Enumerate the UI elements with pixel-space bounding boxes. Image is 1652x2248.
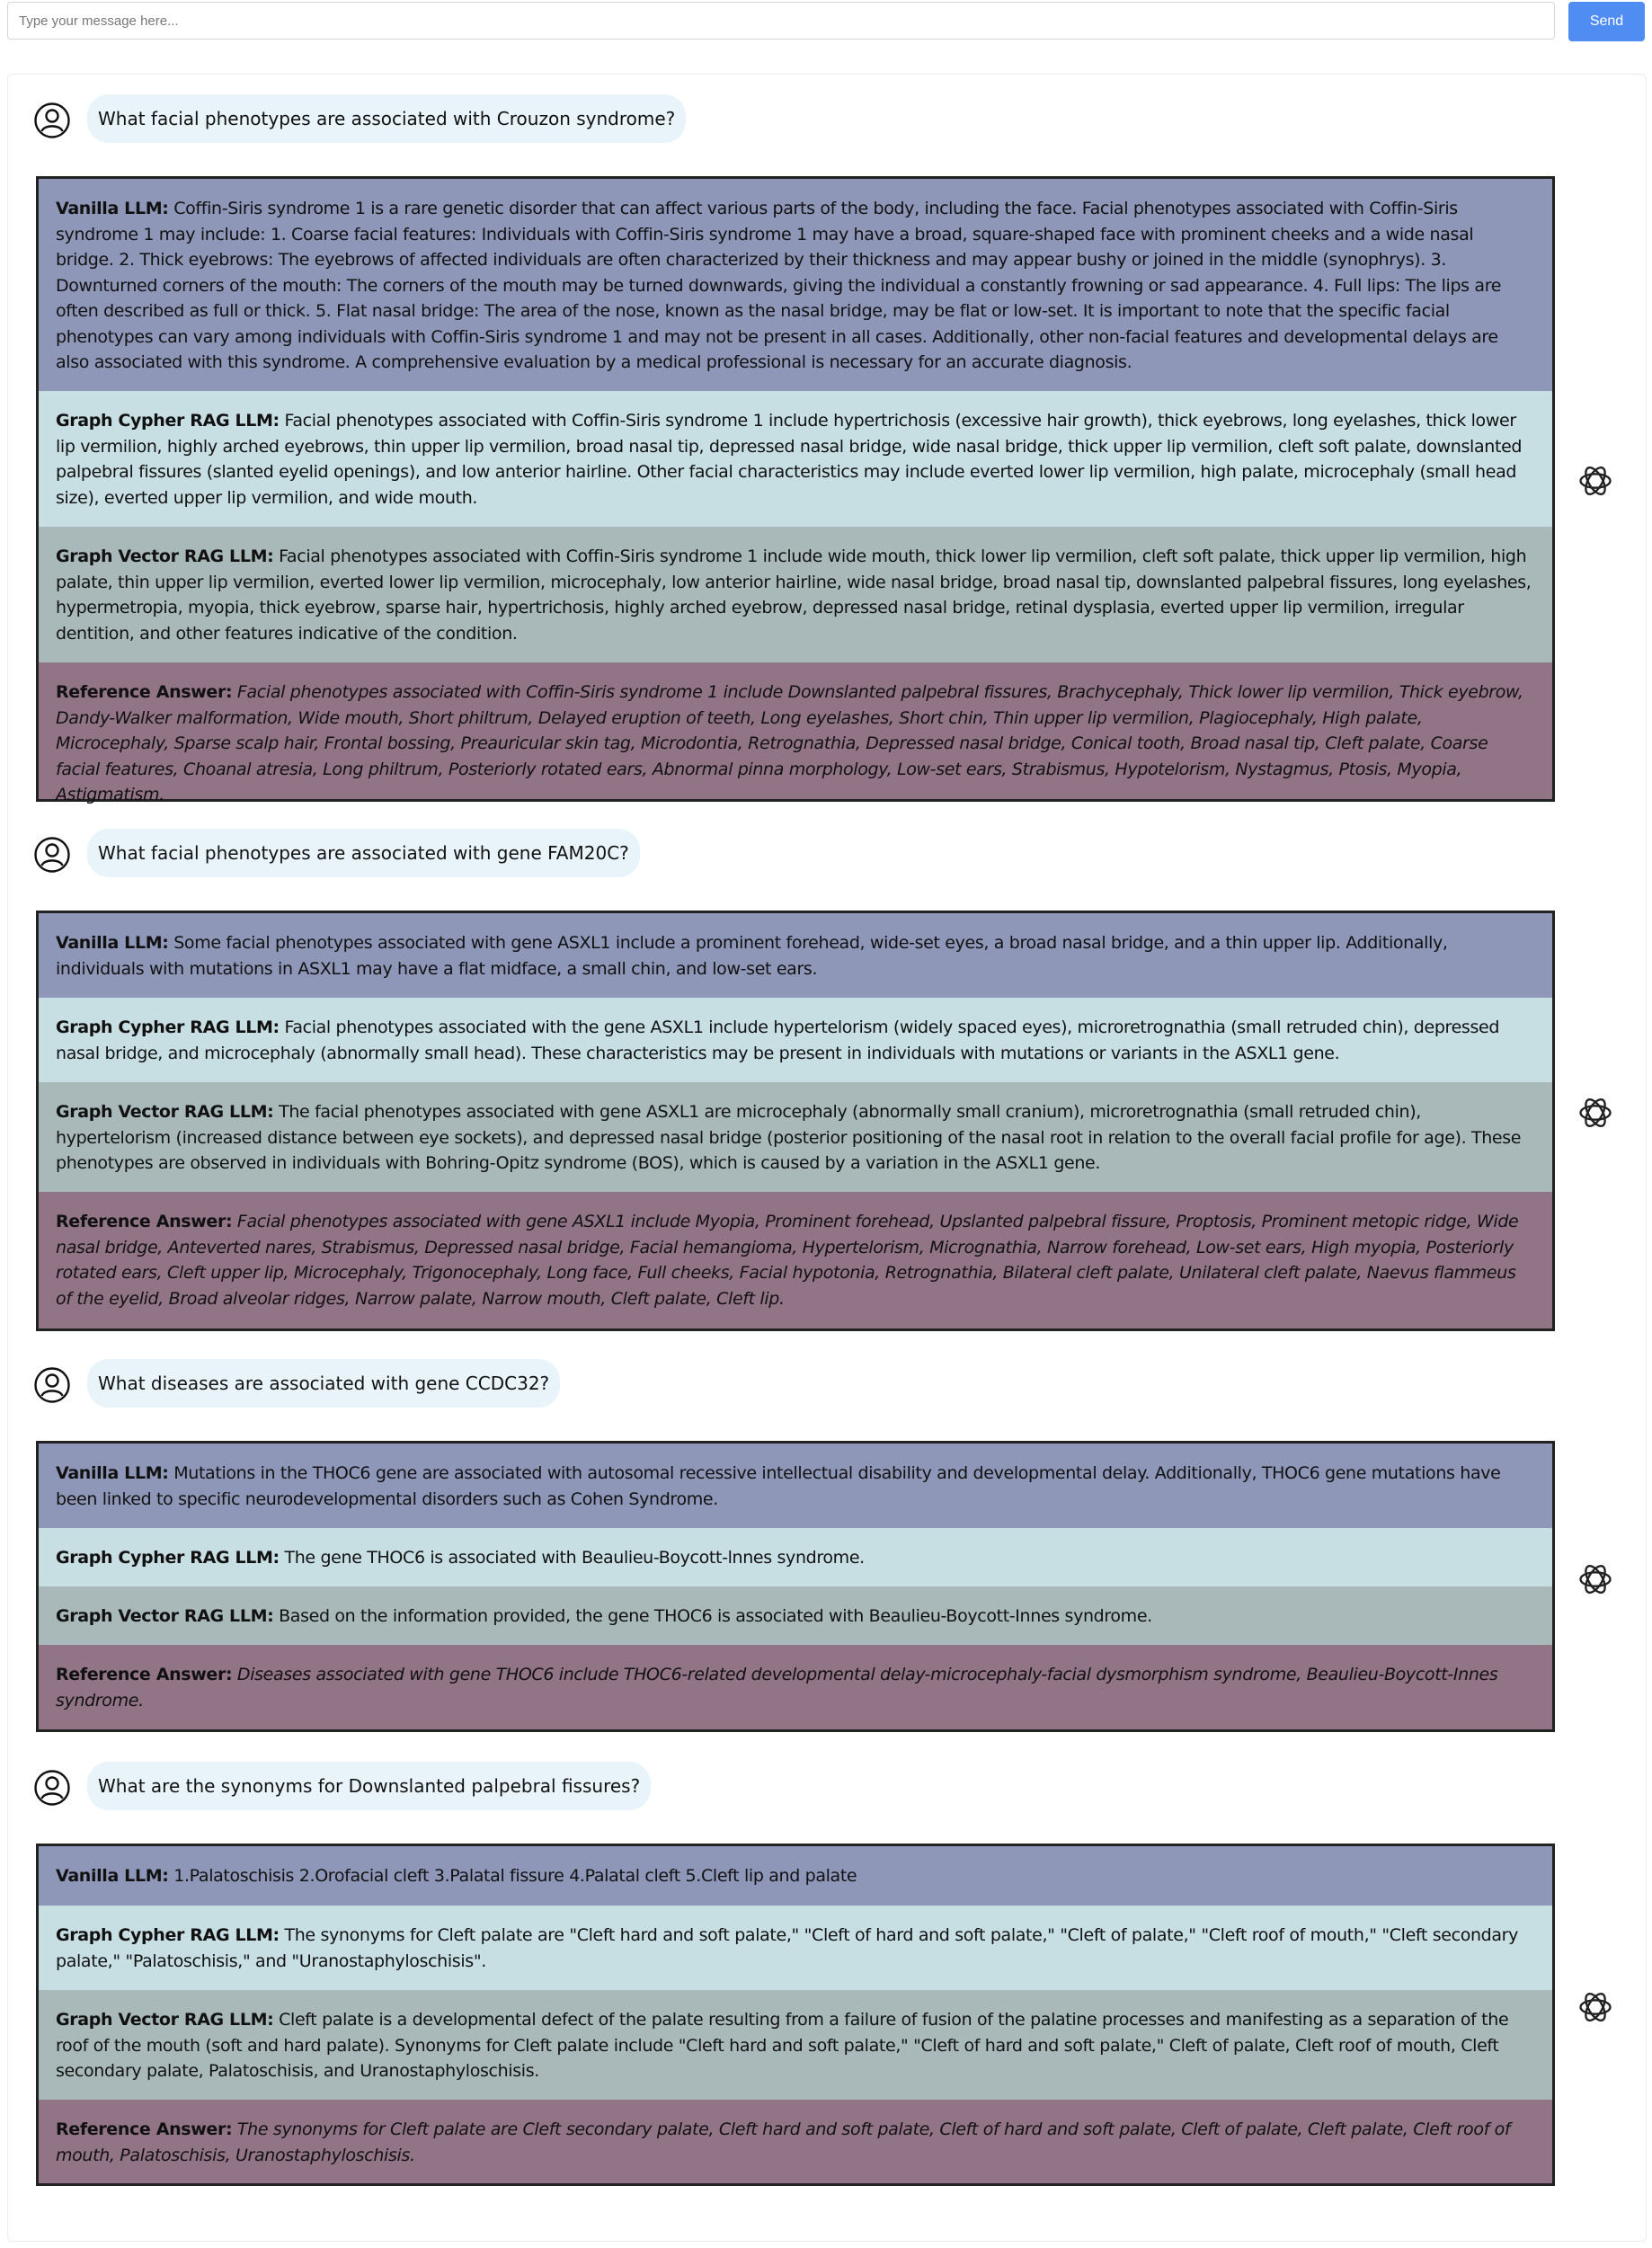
answer-label: Graph Vector RAG LLM: bbox=[56, 2010, 274, 2030]
answer-text: The gene THOC6 is associated with Beaulieu-Boycott-lnnes syndrome. bbox=[284, 1548, 865, 1568]
question-bubble: What facial phenotypes are associated with gene FAM20C? bbox=[87, 829, 640, 877]
vanilla-llm-answer bbox=[39, 1444, 1552, 1528]
answer-text: The facial phenotypes associated with gene ASXL1 are microcephaly (abnormally small cranium), microretrognathia (small retruded chin), hypertelorism (increased distance between eye sockets), and depressed nasal bridge (posterior positioning of the nasal root in relation to the overall facial profile for age). These phenotypes are observed in individuals with Bohring-Opitz syndrome (BOS), which is caused by a variation in the ASXL1 gene. bbox=[56, 1102, 1522, 1173]
vanilla-llm-answer bbox=[39, 913, 1552, 998]
answer-text: Facial phenotypes associated with gene ASXL1 include Myopia, Prominent forehead, Upslanted palpebral fissure, Proptosis, Prominent metopic ridge, Wide nasal bridge, Anteverted nares, Strabismus, Depressed nasal bridge, Facial hemangioma, Hypertelorism, Micrognathia, Narrow forehead, Low-set ears, High myopia, Posteriorly rotated ears, Cleft upper lip, Microcephaly, Trigonocephaly, Long face, Full cheeks, Facial hypotonia, Retrognathia, Bilateral cleft palate, Unilateral cleft palate, Naevus flammeus of the eyelid, Broad alveolar ridges, Narrow palate, Narrow mouth, Cleft palate, Cleft lip. bbox=[56, 1212, 1519, 1309]
answer-text: Facial phenotypes associated with Coffin-Siris syndrome 1 include hypertrichosis (excessive hair growth), thick eyebrows, long eyelashes, thick lower lip vermilion, highly arched eyebrows, thin upper lip vermilion, broad nasal tip, depressed nasal bridge, wide nasal bridge, thick upper lip vermilion, cleft soft palate, downslanted palpebral fissures (slanted eyelid openings), and low anterior hairline. Other facial characteristics may include everted lower lip vermilion, high palate, microcephaly (small head size), everted upper lip vermilion, and wide mouth. bbox=[56, 411, 1523, 508]
answer-label: Vanilla LLM: bbox=[56, 199, 169, 218]
vanilla-llm-answer bbox=[39, 1846, 1552, 1906]
message-bar bbox=[7, 2, 1645, 43]
answer-text: Cleft palate is a developmental defect of the palate resulting from a failure of fusion of the palatine processes and manifesting as a separation of the roof of the mouth (soft and hard palate). Synonyms for Cleft palate include "Cleft hard and soft palate," "Cleft of hard and soft palate," Cleft of palate, Cleft roof of mouth, Cleft secondary palate, Palatoschisis, and Uranostaphyloschisis. bbox=[56, 2010, 1509, 2081]
user-avatar-icon bbox=[33, 1769, 71, 1807]
answer-label: Graph Vector RAG LLM: bbox=[56, 1102, 274, 1122]
question-bubble: What are the synonyms for Downslanted palpebral fissures? bbox=[87, 1762, 651, 1810]
answer-text: Based on the information provided, the gene THOC6 is associated with Beaulieu-Boycott-Innes syndrome. bbox=[279, 1606, 1152, 1626]
answer-label: Vanilla LLM: bbox=[56, 1866, 169, 1886]
openai-assistant-icon bbox=[1576, 461, 1615, 501]
answer-label: Reference Answer: bbox=[56, 1665, 233, 1684]
user-avatar-icon bbox=[33, 836, 71, 874]
openai-assistant-icon bbox=[1576, 1093, 1615, 1133]
graph-vector-rag-answer bbox=[39, 1082, 1552, 1192]
reference-answer bbox=[39, 2100, 1552, 2183]
user-avatar-icon bbox=[33, 1366, 71, 1404]
openai-assistant-icon bbox=[1576, 1987, 1615, 2027]
reference-answer bbox=[39, 1192, 1552, 1328]
chat-panel bbox=[7, 74, 1647, 2242]
graph-cypher-rag-answer bbox=[39, 1906, 1552, 1990]
reference-answer bbox=[39, 662, 1552, 804]
answer-box bbox=[36, 1441, 1555, 1732]
graph-cypher-rag-answer bbox=[39, 998, 1552, 1082]
answer-box bbox=[36, 911, 1555, 1331]
answer-text: Facial phenotypes associated with the gene ASXL1 include hypertelorism (widely spaced eyes), microretrognathia (small retruded chin), depressed nasal bridge, and microcephaly (abnormally small head). These characteristics may be present in individuals with mutations or variants in the ASXL1 gene. bbox=[56, 1017, 1500, 1063]
reference-answer bbox=[39, 1645, 1552, 1729]
answer-text: Diseases associated with gene THOC6 include THOC6-related developmental delay-microcephaly-facial dysmorphism syndrome, Beaulieu-Boycott-Innes syndrome. bbox=[56, 1665, 1498, 1710]
answer-text: The synonyms for Cleft palate are Cleft secondary palate, Cleft hard and soft palate, Cleft of hard and soft palate, Cleft of palate, Cleft palate, Cleft roof of mouth, Palatoschisis, Uranostaphyloschisis. bbox=[56, 2119, 1511, 2165]
openai-assistant-icon bbox=[1576, 1559, 1615, 1599]
graph-cypher-rag-answer bbox=[39, 1528, 1552, 1586]
graph-vector-rag-answer bbox=[39, 527, 1552, 662]
answer-text: The synonyms for Cleft palate are "Cleft hard and soft palate," "Cleft of hard and soft palate," "Cleft of palate," "Cleft roof of mouth," "Cleft secondary palate," "Palatoschisis," and "Uranostaphyloschisis". bbox=[56, 1925, 1519, 1971]
answer-label: Graph Cypher RAG LLM: bbox=[56, 411, 280, 431]
answer-text: Mutations in the THOC6 gene are associated with autosomal recessive intellectual disability and developmental delay. Additionally, THOC6 gene mutations have been linked to specific neurodevelopmental disorders such as Cohen Syndrome. bbox=[56, 1463, 1501, 1509]
vanilla-llm-answer bbox=[39, 179, 1552, 391]
answer-text: 1.Palatoschisis 2.Orofacial cleft 3.Palatal fissure 4.Palatal cleft 5.Cleft lip and palate bbox=[173, 1866, 857, 1886]
answer-text: Some facial phenotypes associated with gene ASXL1 include a prominent forehead, wide-set eyes, a broad nasal bridge, and a thin upper lip. Additionally, individuals with mutations in ASXL1 may have a flat midface, a small chin, and low-set ears. bbox=[56, 933, 1448, 979]
answer-text: Facial phenotypes associated with Coffin-Siris syndrome 1 include Downslanted palpebral fissures, Brachycephaly, Thick lower lip vermilion, Thick eyebrow, Dandy-Walker malformation, Wide mouth, Short philtrum, Delayed eruption of teeth, Long eyelashes, Short chin, Thin upper lip vermilion, Plagiocephaly, High palate, Microcephaly, Sparse scalp hair, Frontal bossing, Preauricular skin tag, Microdontia, Retrognathia, Depressed nasal bridge, Conical tooth, Broad nasal tip, Cleft palate, Coarse facial features, Choanal atresia, Long philtrum, Posteriorly rotated ears, Abnormal pinna morphology, Low-set ears, Strabismus, Hypotelorism, Nystagmus, Ptosis, Myopia, Astigmatism. bbox=[56, 682, 1523, 804]
answer-box bbox=[36, 1844, 1555, 2186]
answer-label: Reference Answer: bbox=[56, 1212, 233, 1231]
answer-label: Vanilla LLM: bbox=[56, 933, 169, 953]
answer-label: Graph Cypher RAG LLM: bbox=[56, 1925, 280, 1945]
question-bubble: What diseases are associated with gene CCDC32? bbox=[87, 1359, 560, 1408]
answer-label: Vanilla LLM: bbox=[56, 1463, 169, 1483]
answer-label: Reference Answer: bbox=[56, 2119, 233, 2139]
answer-label: Graph Cypher RAG LLM: bbox=[56, 1017, 280, 1037]
user-avatar-icon bbox=[33, 102, 71, 139]
graph-vector-rag-answer bbox=[39, 1586, 1552, 1645]
answer-text: Coffin-Siris syndrome 1 is a rare genetic disorder that can affect various parts of the body, including the face. Facial phenotypes associated with Coffin-Siris syndrome 1 may include: 1. Coarse facial features: Individuals with Coffin-Siris syndrome 1 may have a broad, square-shaped face with prominent cheeks and a wide nasal bridge. 2. Thick eyebrows: The eyebrows of affected individuals are often characterized by their thickness and may appear bushy or joined in the middle (synophrys). 3. Downturned corners of the mouth: The corners of the mouth may be turned downwards, giving the individual a constantly frowning or sad appearance. 4. Full lips: The lips are often described as full or thick. 5. Flat nasal bridge: The area of the nose, known as the nasal bridge, may be flat or low-set. It is important to note that the specific facial phenotypes can vary among individuals with Coffin-Siris syndrome 1 and may not be present in all cases. Additionally, other non-facial features and developmental delays are also associated with this syndrome. A comprehensive evaluation by a medical professional is necessary for an accurate diagnosis. bbox=[56, 199, 1502, 372]
send-button[interactable]: Send bbox=[1568, 2, 1645, 41]
question-bubble: What facial phenotypes are associated with Crouzon syndrome? bbox=[87, 94, 686, 143]
answer-label: Graph Cypher RAG LLM: bbox=[56, 1548, 280, 1568]
answer-label: Reference Answer: bbox=[56, 682, 233, 702]
answer-label: Graph Vector RAG LLM: bbox=[56, 1606, 274, 1626]
answer-text: Facial phenotypes associated with Coffin-Siris syndrome 1 include wide mouth, thick lower lip vermilion, cleft soft palate, thick upper lip vermilion, high palate, thin upper lip vermilion, everted lower lip vermilion, microcephaly, low anterior hairline, wide nasal bridge, broad nasal tip, downslanted palpebral fissures, long eyelashes, hypermetropia, myopia, thick eyebrow, sparse hair, hypertrichosis, highly arched eyebrow, depressed nasal bridge, retinal dysplasia, everted upper lip vermilion, irregular dentition, and other features indicative of the condition. bbox=[56, 546, 1532, 644]
message-input[interactable] bbox=[7, 2, 1555, 40]
answer-label: Graph Vector RAG LLM: bbox=[56, 546, 274, 566]
graph-vector-rag-answer bbox=[39, 1990, 1552, 2100]
answer-box bbox=[36, 176, 1555, 802]
graph-cypher-rag-answer bbox=[39, 391, 1552, 527]
